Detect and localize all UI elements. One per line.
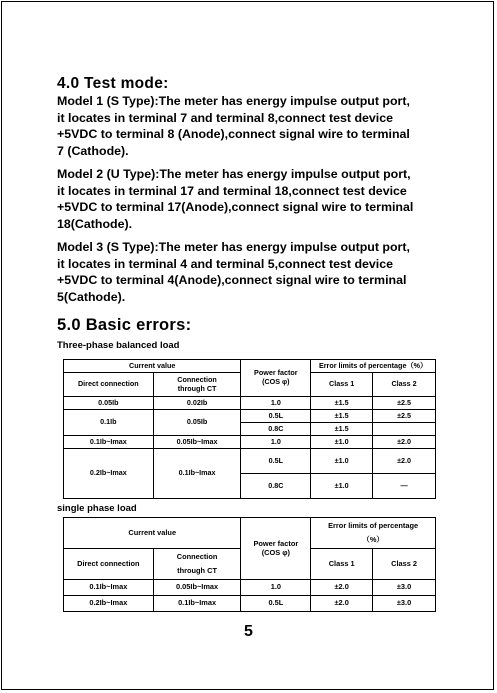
table-header-ct: Connection through CT <box>153 549 241 580</box>
table-row <box>64 580 436 596</box>
table-row <box>64 449 436 474</box>
table-cell: ±2.5 <box>373 410 436 423</box>
table-cell-empty <box>373 423 436 436</box>
section-4-title: 4.0 Test mode: <box>57 75 169 92</box>
table-cell: ±2.0 <box>373 449 436 474</box>
table-header-class1: Class 1 <box>311 549 373 580</box>
table-header-direct: Direct connection <box>64 373 154 397</box>
table-header-ct: Connection through CT <box>153 373 241 397</box>
table-cell: 0.02Ib <box>153 397 241 410</box>
three-phase-error-table <box>63 359 436 499</box>
page-content <box>57 74 462 612</box>
table-header-power-factor: Power factor (COS φ) <box>241 518 311 580</box>
table-cell: 0.5L <box>241 449 311 474</box>
table-cell: 1.0 <box>241 436 311 449</box>
table-cell: ±3.0 <box>373 580 436 596</box>
model-3-text: Model 3 (S Type):The meter has energy impulse output port, it locates in terminal 4 and terminal 5,connect test device +5VDC to terminal 4(Anode),connect signal wire to terminal 5(Cathode). <box>57 240 410 304</box>
table-cell: 0.8C <box>241 474 311 499</box>
three-phase-label: Three-phase balanced load <box>57 340 180 351</box>
table-cell: ±1.5 <box>311 423 373 436</box>
table-cell: ±1.0 <box>311 449 373 474</box>
table-cell: 0.05Ib <box>153 410 241 436</box>
table-cell: ±2.0 <box>311 580 373 596</box>
table-cell: 0.8C <box>241 423 311 436</box>
table-cell: 0.1Ib~Imax <box>153 449 241 499</box>
model-1-text: Model 1 (S Type):The meter has energy impulse output port, it locates in terminal 7 and terminal 8,connect test device +5VDC to terminal 8 (Anode),connect signal wire to terminal 7 (Cathode). <box>57 94 410 158</box>
table-cell: ±1.0 <box>311 436 373 449</box>
table-header-class1: Class 1 <box>311 373 373 397</box>
table-cell: 1.0 <box>241 397 311 410</box>
table-cell: 0.1Ib~Imax <box>64 580 154 596</box>
model-2-text: Model 2 (U Type):The meter has energy impulse output port, it locates in terminal 17 and terminal 18,connect test device +5VDC to terminal 17(Anode),connect signal wire to terminal 18(Cathode). <box>57 167 414 231</box>
table-header-current-value: Current value <box>64 360 241 373</box>
single-phase-label: single phase load <box>57 503 137 514</box>
page-number: 5 <box>244 623 253 640</box>
table-cell: ±2.0 <box>311 596 373 612</box>
table-cell: 0.5L <box>241 410 311 423</box>
table-cell: ±1.0 <box>311 474 373 499</box>
table-row <box>64 436 436 449</box>
table-cell: ±2.0 <box>373 436 436 449</box>
table-header-power-factor: Power factor (COS φ) <box>241 360 311 397</box>
table-cell: 0.1Ib <box>64 410 154 436</box>
table-cell: ±1.5 <box>311 397 373 410</box>
table-header-error-limits: Error limits of percentage（%） <box>311 360 436 373</box>
single-phase-error-table <box>63 517 436 612</box>
table-cell: — <box>373 474 436 499</box>
table-cell: 0.05Ib~Imax <box>153 580 241 596</box>
section-5-title: 5.0 Basic errors: <box>57 316 192 334</box>
table-header-current-value: Current value <box>64 518 241 549</box>
table-cell: 0.05Ib <box>64 397 154 410</box>
table-cell: 0.2Ib~Imax <box>64 449 154 499</box>
table-header-class2: Class 2 <box>373 549 436 580</box>
table-row <box>64 410 436 423</box>
table-row <box>64 397 436 410</box>
table-row <box>64 596 436 612</box>
table-cell: 0.1Ib~Imax <box>64 436 154 449</box>
table-cell: 0.2Ib~Imax <box>64 596 154 612</box>
table-header-error-limits: Error limits of percentage （%） <box>311 518 436 549</box>
table-cell: 0.05Ib~Imax <box>153 436 241 449</box>
table-header-direct: Direct connection <box>64 549 154 580</box>
table-cell: 1.0 <box>241 580 311 596</box>
table-cell: ±3.0 <box>373 596 436 612</box>
table-cell: ±1.5 <box>311 410 373 423</box>
table-header-class2: Class 2 <box>373 373 436 397</box>
table-cell: 0.5L <box>241 596 311 612</box>
table-cell: 0.1Ib~Imax <box>153 596 241 612</box>
table-cell: ±2.5 <box>373 397 436 410</box>
